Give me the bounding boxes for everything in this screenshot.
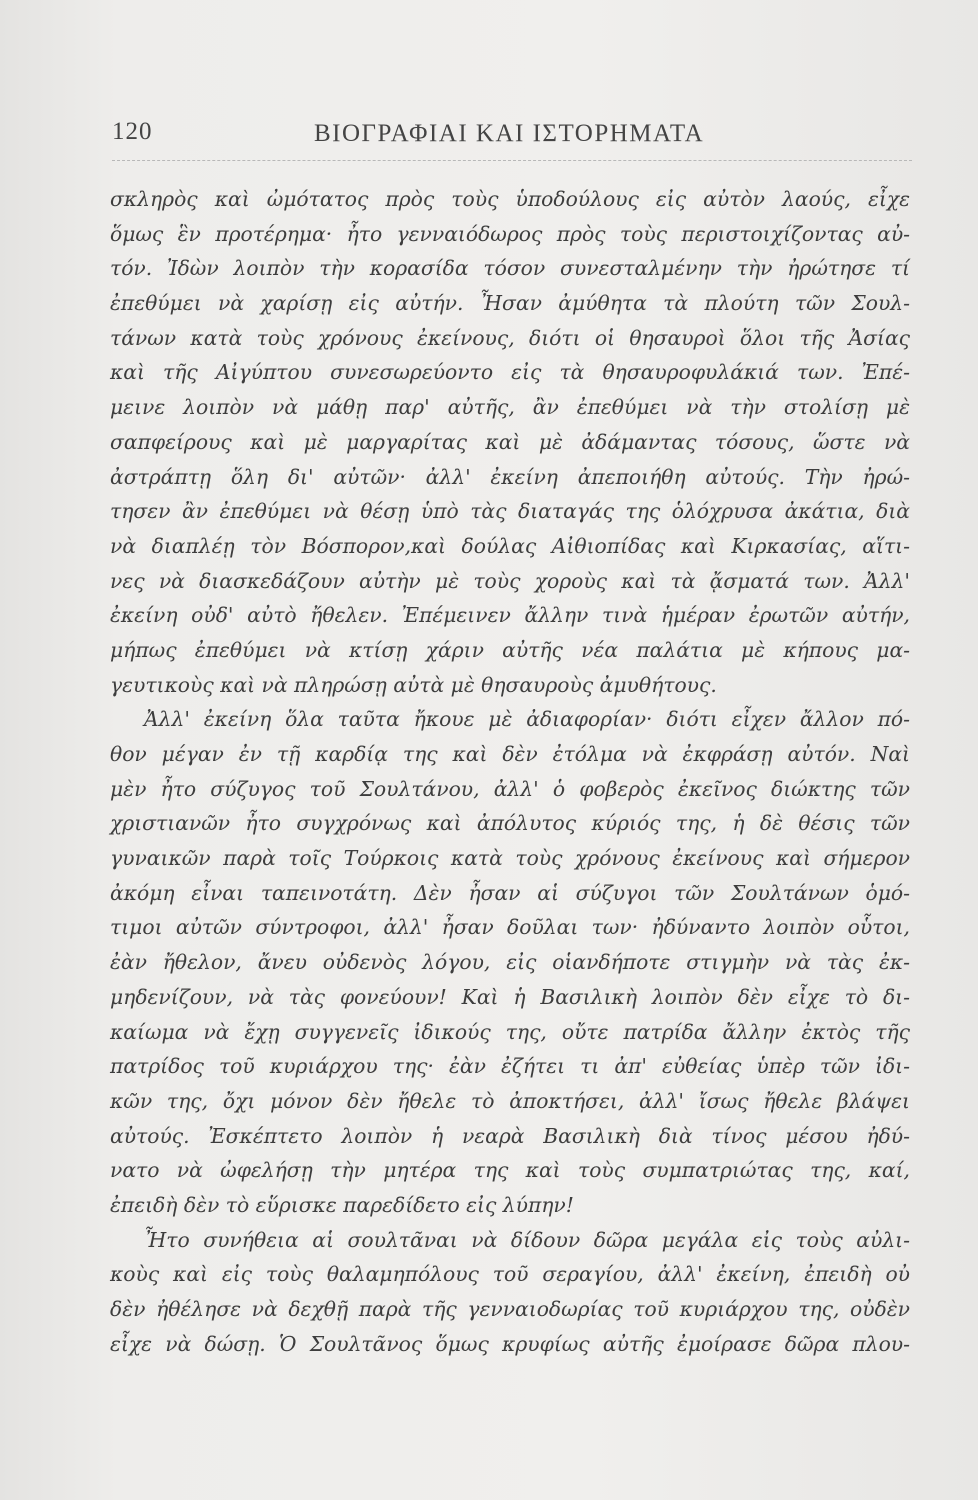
text-line: τόν. Ἰδὼν λοιπὸν τὴν κορασίδα τόσον συνεσταλμένην τὴν ἠρώτησε τί: [110, 256, 910, 281]
body-text: [110, 182, 910, 1361]
page-header: [112, 118, 912, 158]
text-line: νατο νὰ ὠφελήσῃ τὴν μητέρα της καὶ τοὺς συμπατριώτας της, καί,: [110, 1158, 910, 1183]
running-title: ΒΙΟΓΡΑΦΙΑΙ ΚΑΙ ΙΣΤΟΡΗΜΑΤΑ: [314, 120, 705, 147]
text-line: γυναικῶν παρὰ τοῖς Τούρκοις κατὰ τοὺς χρόνους ἐκείνους καὶ σήμερον: [110, 846, 910, 871]
text-line: ἀκόμη εἶναι ταπεινοτάτη. Δὲν ἦσαν αἱ σύζυγοι τῶν Σουλτάνων ὁμό-: [110, 880, 910, 905]
text-line: χριστιανῶν ἦτο συγχρόνως καὶ ἀπόλυτος κύριός της, ἡ δὲ θέσις τῶν: [110, 811, 910, 836]
page-number: 120: [112, 118, 153, 145]
text-line: μηδενίζουν, νὰ τὰς φονεύουν! Καὶ ἡ Βασιλικὴ λοιπὸν δὲν εἶχε τὸ δι-: [110, 984, 910, 1009]
text-line: τιμοι αὐτῶν σύντροφοι, ἀλλ' ἦσαν δοῦλαι των· ἠδύναντο λοιπὸν οὗτοι,: [110, 915, 910, 940]
text-line: ἀστράπτῃ ὅλη δι' αὐτῶν· ἀλλ' ἐκείνη ἀπεποιήθη αὐτούς. Τὴν ἠρώ-: [110, 464, 910, 489]
paragraph-start-line: Ἀλλ' ἐκείνη ὅλα ταῦτα ἤκουε μὲ ἀδιαφορίαν· διότι εἶχεν ἄλλον πό-: [144, 707, 910, 732]
text-line: μεινε λοιπὸν νὰ μάθῃ παρ' αὐτῆς, ἂν ἐπεθύμει νὰ τὴν στολίσῃ μὲ: [110, 395, 910, 420]
text-line: ἐπειδὴ δὲν τὸ εὕρισκε παρεδίδετο εἰς λύπην!: [110, 1192, 574, 1217]
header-rule: [112, 160, 912, 161]
text-line: καίωμα νὰ ἔχῃ συγγενεῖς ἰδικούς της, οὔτε πατρίδα ἄλλην ἐκτὸς τῆς: [110, 1019, 910, 1044]
text-line: εἶχε νὰ δώσῃ. Ὁ Σουλτᾶνος ὅμως κρυφίως αὐτῆς ἐμοίρασε δῶρα πλου-: [110, 1331, 910, 1356]
text-line: αὐτούς. Ἐσκέπτετο λοιπὸν ἡ νεαρὰ Βασιλικὴ διὰ τίνος μέσου ἠδύ-: [110, 1123, 910, 1148]
text-line: νες νὰ διασκεδάζουν αὐτὴν μὲ τοὺς χοροὺς καὶ τὰ ᾄσματά των. Ἀλλ': [110, 568, 910, 593]
text-line: ἐκείνη οὐδ' αὐτὸ ἤθελεν. Ἐπέμεινεν ἄλλην τινὰ ἡμέραν ἐρωτῶν αὐτήν,: [110, 603, 910, 628]
text-line: μὲν ἦτο σύζυγος τοῦ Σουλτάνου, ἀλλ' ὁ φοβερὸς ἐκεῖνος διώκτης τῶν: [110, 776, 910, 801]
text-line: ὅμως ἓν προτέρημα· ἦτο γενναιόδωρος πρὸς τοὺς περιστοιχίζοντας αὐ-: [110, 221, 910, 246]
text-line: νὰ διαπλέῃ τὸν Βόσπορον,καὶ δούλας Αἰθιοπίδας καὶ Κιρκασίας, αἵτι-: [110, 533, 910, 558]
text-line: καὶ τῆς Αἰγύπτου συνεσωρεύοντο εἰς τὰ θησαυροφυλάκιά των. Ἐπέ-: [110, 360, 910, 385]
text-line: γευτικοὺς καὶ νὰ πληρώσῃ αὐτὰ μὲ θησαυροὺς ἀμυθήτους.: [110, 672, 717, 697]
text-line: τησεν ἂν ἐπεθύμει νὰ θέσῃ ὑπὸ τὰς διαταγάς της ὁλόχρυσα ἀκάτια, διὰ: [110, 499, 910, 524]
paragraph-start-line: Ἦτο συνήθεια αἱ σουλτᾶναι νὰ δίδουν δῶρα μεγάλα εἰς τοὺς αὐλι-: [144, 1227, 910, 1252]
text-line: θον μέγαν ἐν τῇ καρδίᾳ της καὶ δὲν ἐτόλμα νὰ ἐκφράσῃ αὐτόν. Ναὶ: [110, 742, 910, 766]
text-line: πατρίδος τοῦ κυριάρχου της· ἐὰν ἐζήτει τι ἀπ' εὐθείας ὑπὲρ τῶν ἰδι-: [110, 1054, 910, 1079]
text-line: ἐπεθύμει νὰ χαρίσῃ εἰς αὐτήν. Ἦσαν ἀμύθητα τὰ πλούτη τῶν Σουλ-: [110, 291, 910, 316]
text-line: δὲν ἠθέλησε νὰ δεχθῇ παρὰ τῆς γενναιοδωρίας τοῦ κυριάρχου της, οὐδὲν: [110, 1297, 910, 1321]
text-line: ἐὰν ἤθελον, ἄνευ οὐδενὸς λόγου, εἰς οἱανδήποτε στιγμὴν νὰ τὰς ἐκ-: [110, 950, 910, 975]
text-line: σκληρὸς καὶ ὠμότατος πρὸς τοὺς ὑποδούλους εἰς αὐτὸν λαούς, εἶχε: [110, 187, 910, 211]
text-line: μήπως ἐπεθύμει νὰ κτίσῃ χάριν αὐτῆς νέα παλάτια μὲ κήπους μα-: [110, 637, 910, 662]
text-line: κοὺς καὶ εἰς τοὺς θαλαμηπόλους τοῦ σεραγίου, ἀλλ' ἐκείνη, ἐπειδὴ οὐ: [110, 1262, 910, 1287]
text-line: τάνων κατὰ τοὺς χρόνους ἐκείνους, διότι οἱ θησαυροὶ ὅλοι τῆς Ἀσίας: [110, 325, 910, 350]
text-line: κῶν της, ὄχι μόνον δὲν ἤθελε τὸ ἀποκτήσει, ἀλλ' ἴσως ἤθελε βλάψει: [110, 1088, 910, 1113]
text-line: σαπφείρους καὶ μὲ μαργαρίτας καὶ μὲ ἀδάμαντας τόσους, ὥστε νὰ: [110, 429, 910, 454]
